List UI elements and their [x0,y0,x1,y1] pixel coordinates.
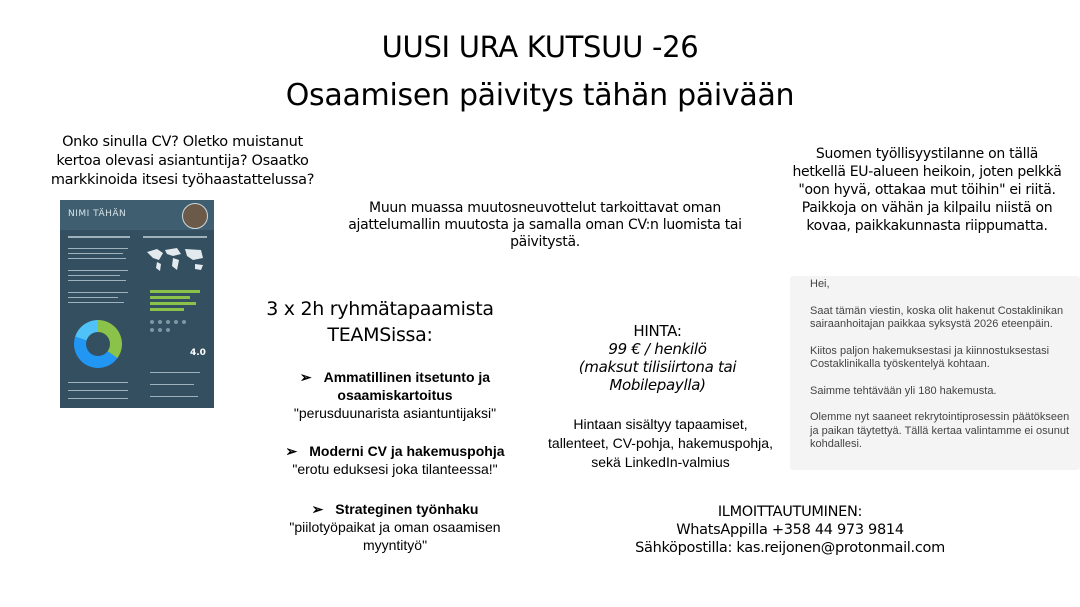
cv-text-line [150,396,198,397]
email-paragraph: Saimme tehtävään yli 180 hakemusta. [810,384,997,397]
cv-name: NIMI TÄHÄN [68,209,127,219]
cv-score: 4.0 [190,348,206,358]
cv-dot [150,328,154,332]
cv-divider [143,236,207,238]
middle-text: Muun muassa muutosneuvottelut tarkoittavat oman ajattelumallin muutosta ja samalla oman CV:n luomista tai päivitystä. [348,200,742,250]
sessions-line-2: TEAMSissa: [327,324,433,346]
topic-desc: "piilotyöpaikat ja oman osaamisen myyntityö" [289,519,501,553]
email-greeting: Hei, [810,278,830,290]
price-payment: (maksut tilisiirtona tai Mobilepaylla) [578,358,737,394]
arrow-bullet-icon: ➢ [299,369,312,385]
cv-skill-bar [150,308,184,311]
topic-item [270,368,520,422]
cv-text-line [68,270,128,271]
cv-divider [68,236,130,238]
intro-question: Onko sinulla CV? Oletko muistanut kertoa olevasi asiantuntija? Osaatko markkinoida itsesi työhaastattelussa? [50,134,315,188]
email-paragraph: Olemme nyt saaneet rekrytointiprosessin päätökseen ja paikan täytettyä. Tällä kertaa valintamme ei osunut kohdallesi. [810,411,1070,450]
cv-dot [174,320,178,324]
sessions-heading [255,296,505,348]
arrow-bullet-icon: ➢ [311,501,324,517]
title-line-1: UUSI URA KUTSUU -26 [381,30,699,64]
cv-text-line [68,297,118,298]
rejection-email-screenshot [790,276,1080,470]
cv-text-line [68,248,128,249]
topic-title-text: Ammatillinen itsetunto ja osaamiskartoitus [323,369,491,403]
price-label: HINTA: [633,322,682,340]
cv-donut-chart [74,320,122,368]
cv-skill-bar [150,296,190,299]
cv-dot [158,328,162,332]
cv-text-line [68,398,128,399]
price-amount: 99 € / henkilö [608,340,707,358]
arrow-bullet-icon: ➢ [285,443,298,459]
sessions-line-1: 3 x 2h ryhmätapaamista [266,298,494,320]
email-paragraph: Saat tämän viestin, koska olit hakenut Costaklinikan sairaanhoitajan paikkaa syksystä 2026 eteenpäin. [810,304,1064,330]
topic-title [270,368,520,404]
cv-text-line [68,302,124,303]
cv-text-line [68,275,120,276]
cv-sample-image [60,200,214,408]
cv-text-line [68,390,128,391]
email-paragraph: Kiitos paljon hakemuksestasi ja kiinnostuksestasi Costaklinikalla työskentelyä kohtaan. [810,344,1050,370]
signup-label: ILMOITTAUTUMINEN: [717,504,863,520]
cv-dot [158,320,162,324]
cv-text-line [150,372,200,373]
topic-title [270,442,520,460]
title-line-2: Osaamisen päivitys tähän päivään [285,78,795,113]
world-map-icon [143,244,207,274]
cv-text-line [68,280,126,281]
cv-photo [182,203,208,229]
topic-title-text: Strateginen työnhaku [335,501,479,517]
cv-dot [182,320,186,324]
signup-whatsapp: WhatsAppilla +358 44 973 9814 [676,522,904,538]
price-includes: Hintaan sisältyy tapaamiset, tallenteet, CV-pohja, hakemuspohja, sekä LinkedIn-valmius [548,416,773,470]
signup-block [620,503,960,557]
cv-text-line [150,384,194,385]
topic-item [270,442,520,478]
cv-text-line [68,382,128,383]
topic-title [270,500,520,518]
cv-dot [166,320,170,324]
cv-text-line [68,253,123,254]
price-block [555,322,760,394]
cv-text-line [68,258,126,259]
cv-dot [150,320,154,324]
cv-text-line [68,292,128,293]
cv-dot [166,328,170,332]
cv-skill-bar [150,302,196,305]
employment-situation-text: Suomen työllisyystilanne on tällä hetkellä EU-alueen heikoin, joten pelkkä "oon hyvä, ottakaa mut töihin" ei riitä. Paikkoja on vähän ja kilpailu niistä on kovaa, paikkakunnasta riippumatta. [792,146,1062,234]
signup-email: Sähköpostilla: kas.reijonen@protonmail.com [635,540,945,556]
cv-skill-bar [150,290,200,293]
topic-desc: "perusduunarista asiantuntijaksi" [293,405,497,421]
topic-item [270,500,520,554]
topic-desc: "erotu eduksesi joka tilanteessa!" [292,461,498,477]
email-body [810,278,1075,465]
topic-title-text: Moderni CV ja hakemuspohja [309,443,505,459]
